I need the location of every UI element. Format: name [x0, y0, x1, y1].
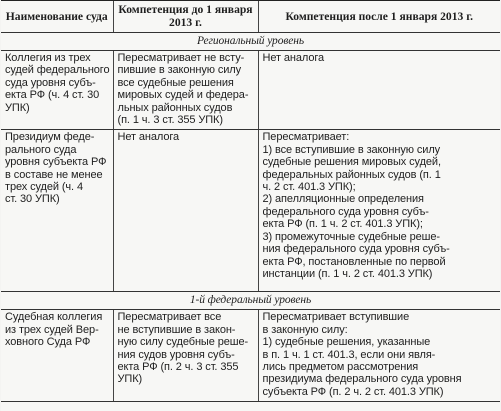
cell-line: екта РФ (п. 2 ч. 3 ст. 355 — [117, 361, 239, 374]
cell-before — [113, 51, 258, 130]
cell-line: Пересматривает все — [117, 311, 222, 324]
cell-line: трех судей (ч. 4 — [5, 181, 83, 194]
level-row — [1, 292, 500, 310]
header-line: Наименование — [5, 9, 84, 23]
cell-line: федерального суда уровня субъ- — [262, 205, 429, 218]
cell-after — [258, 310, 500, 402]
table-row — [1, 310, 500, 402]
cell-line: ст. 30 УПК) — [5, 193, 60, 206]
cell-before — [113, 310, 258, 402]
cell-line: Нет аналога — [117, 131, 180, 144]
cell-line: Пересматривает не всту- — [117, 52, 245, 64]
cell-court — [1, 310, 113, 402]
cell-court — [1, 130, 113, 292]
header-court-name — [1, 1, 113, 33]
cell-line: инстанции (п. 1 ч. 2 ст. 401.3 УПК) — [262, 267, 433, 280]
cell-line: ную силу судебные реше- — [117, 336, 249, 349]
cell-line: Нет аналога — [262, 52, 325, 64]
cell-line: 3) промежуточные судебные реше- — [262, 230, 440, 243]
cell-line: Судебная коллегия — [5, 311, 103, 324]
header-line: Компетенция — [118, 3, 189, 16]
cell-line: екта РФ (п. 1 ч. 2 ст. 401.3 УПК); — [262, 218, 423, 231]
competence-table — [1, 0, 500, 402]
cell-line: федеральных районных судов (п. 1 — [262, 168, 441, 181]
header-line: Компетенция — [285, 9, 356, 23]
level-row — [1, 33, 500, 51]
cell-court — [1, 51, 113, 130]
cell-line: в п. 1 ч. 1 ст. 401.3, если они явля- — [262, 348, 436, 361]
cell-line: в законную силу: — [262, 323, 348, 336]
header-after-2013 — [258, 1, 500, 33]
header-before-2013 — [113, 1, 258, 33]
cell-line: президиума федерального суда уровня — [262, 373, 462, 386]
cell-line: ния федерального суда уровня субъ- — [262, 243, 450, 256]
cell-line: льных районных судов — [117, 101, 233, 114]
cell-line: Коллегия из трех — [5, 52, 91, 64]
table-row — [1, 51, 500, 130]
cell-line: 2) апелляционные определения — [262, 193, 424, 206]
cell-line: Президиум феде- — [5, 131, 95, 144]
cell-line: не вступившие в закон- — [117, 323, 236, 336]
header-line: до 1 января 2013 г. — [169, 3, 253, 29]
cell-line: лись предметом рассмотрения — [262, 361, 419, 374]
cell-line: субъекта РФ (п. 2 ч. 2 ст. 401.3 УПК) — [262, 385, 444, 398]
header-line: после 1 января 2013 г. — [358, 9, 474, 23]
cell-line: ховного Суда РФ — [5, 336, 91, 349]
cell-line: уровня субъекта РФ — [5, 156, 107, 169]
cell-line: Пересматривает вступившие — [262, 311, 410, 324]
cell-line: судебные решения мировых судей, — [262, 156, 441, 169]
cell-line: судей федерального — [5, 64, 110, 77]
level-regional: Региональный уровень — [1, 33, 500, 51]
page — [1, 0, 500, 411]
header-line: суда — [85, 9, 108, 23]
cell-line: екта РФ (ч. 4 ст. 30 — [5, 89, 100, 102]
cell-after — [258, 51, 500, 130]
cell-line: ния судов уровня субъ- — [117, 348, 235, 361]
cell-line: Пересматривает: — [262, 131, 350, 144]
cell-before — [113, 130, 258, 292]
header-row — [1, 1, 500, 33]
table-row — [1, 130, 500, 292]
cell-line: пившие в законную силу — [117, 64, 242, 77]
cell-line: все судебные решения — [117, 76, 234, 89]
cell-line: 1) все вступившие в законную силу — [262, 143, 441, 156]
cell-line: суда уровня субъ- — [5, 76, 96, 89]
cell-line: екта РФ, постановленные по первой — [262, 255, 446, 268]
cell-line: в составе не менее — [5, 168, 103, 181]
cell-line: мировых судей и федера- — [117, 89, 249, 102]
cell-line: из трех судей Вер- — [5, 323, 99, 336]
cell-line: ч. 2 ст. 401.3 УПК); — [262, 181, 356, 194]
cell-line: УПК) — [117, 373, 143, 386]
cell-line: (п. 1 ч. 3 ст. 355 УПК) — [117, 114, 223, 127]
cell-line: УПК) — [5, 101, 30, 114]
cell-line: 1) судебные решения, указанные — [262, 336, 431, 349]
cell-line: рального суда — [5, 143, 77, 156]
cell-after — [258, 130, 500, 292]
level-federal-1: 1-й федеральный уровень — [1, 292, 500, 310]
